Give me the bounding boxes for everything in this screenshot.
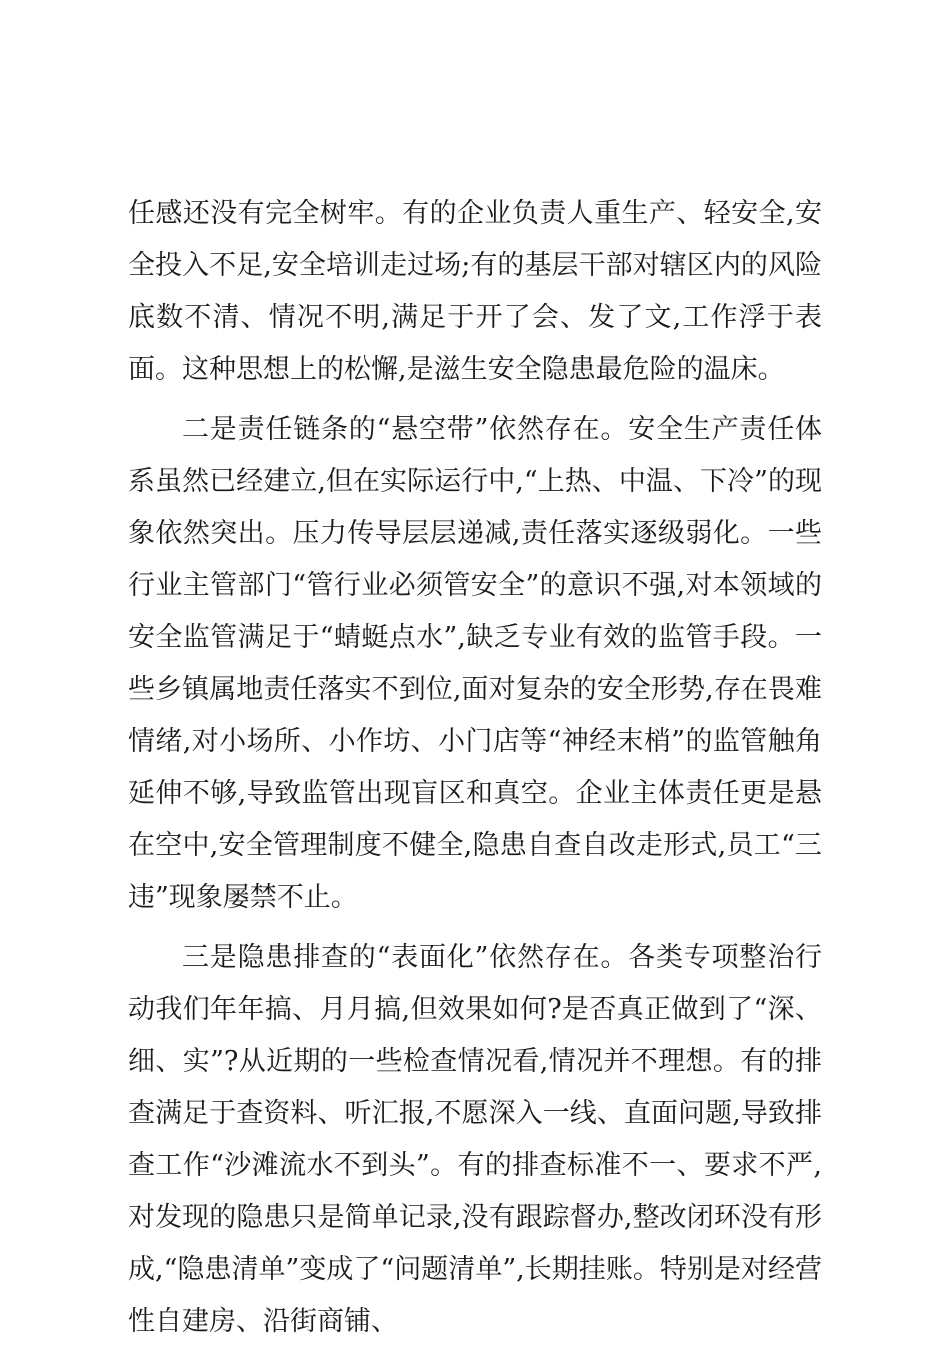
paragraph-1: 任感还没有完全树牢。有的企业负责人重生产、轻安全,安全投入不足,安全培训走过场;有的基层干部对辖区内的风险底数不清、情况不明,满足于开了会、发了文,工作浮于表面。这种思想上的松懈,是滋生安全隐患最危险的温床。 <box>128 198 822 385</box>
paragraph-2: 二是责任链条的“悬空带”依然存在。安全生产责任体系虽然已经建立,但在实际运行中,“上热、中温、下冷”的现象依然突出。压力传导层层递减,责任落实逐级弱化。一些行业主管部门“管行业必须管安全”的意识不强,对本领域的安全监管满足于“蜻蜓点水”,缺乏专业有效的监管手段。一些乡镇属地责任落实不到位,面对复杂的安全形势,存在畏难情绪,对小场所、小作坊、小门店等“神经末梢”的监管触角延伸不够,导致监管出现盲区和真空。企业主体责任更是悬在空中,安全管理制度不健全,隐患自查自改走形式,员工“三违”现象屡禁不止。 <box>128 414 822 913</box>
paragraph-3: 三是隐患排查的“表面化”依然存在。各类专项整治行动我们年年搞、月月搞,但效果如何?是否真正做到了“深、细、实”?从近期的一些检查情况看,情况并不理想。有的排查满足于查资料、听汇报,不愿深入一线、直面问题,导致排查工作“沙滩流水不到头”。有的排查标准不一、要求不严,对发现的隐患只是简单记录,没有跟踪督办,整改闭环没有形成,“隐患清单”变成了“问题清单”,长期挂账。特别是对经营性自建房、沿街商铺、 <box>128 942 822 1337</box>
document-body <box>128 188 822 1348</box>
